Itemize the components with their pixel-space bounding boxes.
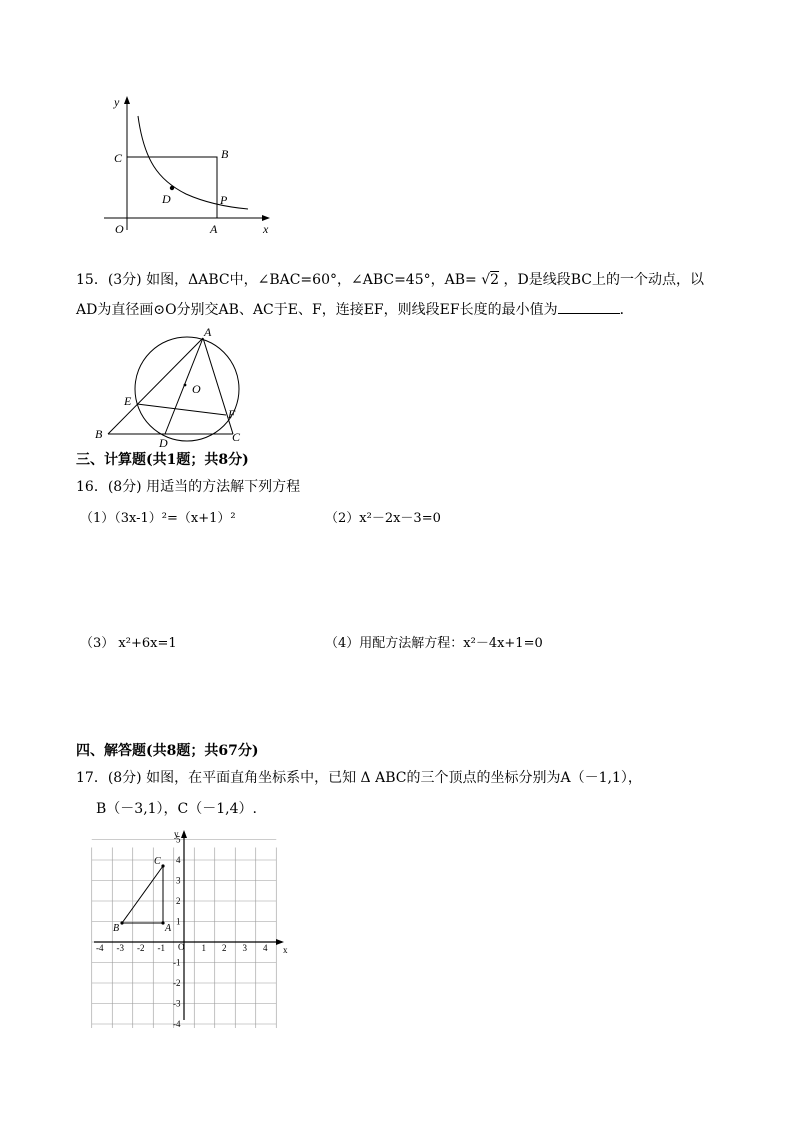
x-tick-label: 2 <box>222 943 227 953</box>
grid-y-arrow <box>181 830 187 838</box>
label-p: P <box>220 193 228 207</box>
q17-line1: 17．(8分) 如图，在平面直角坐标系中，已知 Δ ABC的三个顶点的坐标分别为A（－1,1）， <box>76 770 642 786</box>
label-d: D <box>162 192 171 206</box>
q15-line1 <box>76 271 704 289</box>
grid-axis-y-label: y <box>174 829 179 839</box>
point-d <box>170 186 174 190</box>
sqrt-symbol: √2 <box>481 272 500 288</box>
x-tick-label: -3 <box>116 943 124 953</box>
q17-line2: B（－3,1），C（－1,4）. <box>96 801 257 817</box>
y-tick-label: 1 <box>176 916 181 927</box>
y-axis-arrow <box>124 96 130 104</box>
section3-heading: 三、计算题(共1题；共8分) <box>76 452 249 468</box>
sqrt-value: 2 <box>490 272 500 288</box>
q16-item1: （1）（3x-1）²=（x+1）² <box>80 511 236 526</box>
figure-q14 <box>96 90 286 240</box>
y-tick-label: -3 <box>173 998 181 1009</box>
label-c: C <box>232 430 241 444</box>
label-a: A <box>210 222 218 236</box>
section4-heading: 四、解答题(共8题；共67分) <box>76 743 259 759</box>
q16-item2: （2）x²－2x－3=0 <box>325 511 441 526</box>
label-e: E <box>124 394 132 408</box>
y-tick-label: 4 <box>176 855 181 865</box>
q15-text-c: AD为直径画⊙O分别交AB、AC于E、F，连接EF，则线段EF长度的最小值为 <box>76 302 558 318</box>
x-tick-label: -2 <box>137 943 145 953</box>
label-y: y <box>114 95 120 109</box>
x-tick-label: 3 <box>242 943 247 953</box>
q16-stem: 16．(8分) 用适当的方法解下列方程 <box>76 479 301 495</box>
answer-blank[interactable] <box>558 301 620 314</box>
label-f: F <box>228 407 236 421</box>
center-o-dot <box>184 384 187 387</box>
label-b: B <box>221 147 229 161</box>
triangle-abc <box>122 866 163 923</box>
figure-q15 <box>90 326 250 450</box>
x-tick-label: -1 <box>157 943 165 953</box>
label-x: x <box>263 222 269 236</box>
segment-ab <box>108 338 203 434</box>
q16-item3: （3） x²+6x=1 <box>80 636 177 651</box>
q15-text-a: ΔABC中，∠BAC=60°，∠ABC=45°，AB= <box>188 272 477 288</box>
y-tick-label: 5 <box>176 834 181 845</box>
x-tick-label: 4 <box>263 943 268 953</box>
label-b: B <box>95 427 103 441</box>
y-tick-label: -2 <box>173 978 181 988</box>
label-o: O <box>192 382 201 396</box>
x-axis-arrow <box>262 215 270 221</box>
grid-axis-x-label: x <box>283 945 288 955</box>
y-tick-label: -4 <box>173 1019 181 1028</box>
y-tick-label: 3 <box>176 875 181 886</box>
label-c: C <box>114 151 123 165</box>
grid-origin-label: O <box>178 942 185 952</box>
x-tick-label: 1 <box>201 943 206 953</box>
q15-text-d: ． <box>619 302 634 318</box>
segment-ef <box>137 404 226 415</box>
q15-text-b: ，D是线段BC上的一个动点，以 <box>503 272 704 288</box>
circle-o <box>135 337 239 441</box>
coordinate-grid-figure <box>86 828 296 1028</box>
label-b: B <box>113 923 120 934</box>
q15-line2 <box>76 301 634 319</box>
label-d: D <box>159 436 168 450</box>
x-tick-label: -4 <box>96 943 104 953</box>
y-tick-label: -1 <box>173 957 181 968</box>
label-o: O <box>115 222 124 236</box>
label-a: A <box>165 923 172 934</box>
q15-number: 15．(3分) 如图， <box>76 272 189 288</box>
label-a: A <box>204 326 212 339</box>
y-tick-labels <box>173 835 181 1029</box>
label-c: C <box>154 856 161 867</box>
y-tick-label: 2 <box>176 896 181 906</box>
hyperbola-curve <box>138 116 248 209</box>
q16-item4: （4）用配方法解方程：x²－4x+1=0 <box>325 636 543 651</box>
point-b <box>120 921 123 924</box>
point-c <box>161 864 164 867</box>
